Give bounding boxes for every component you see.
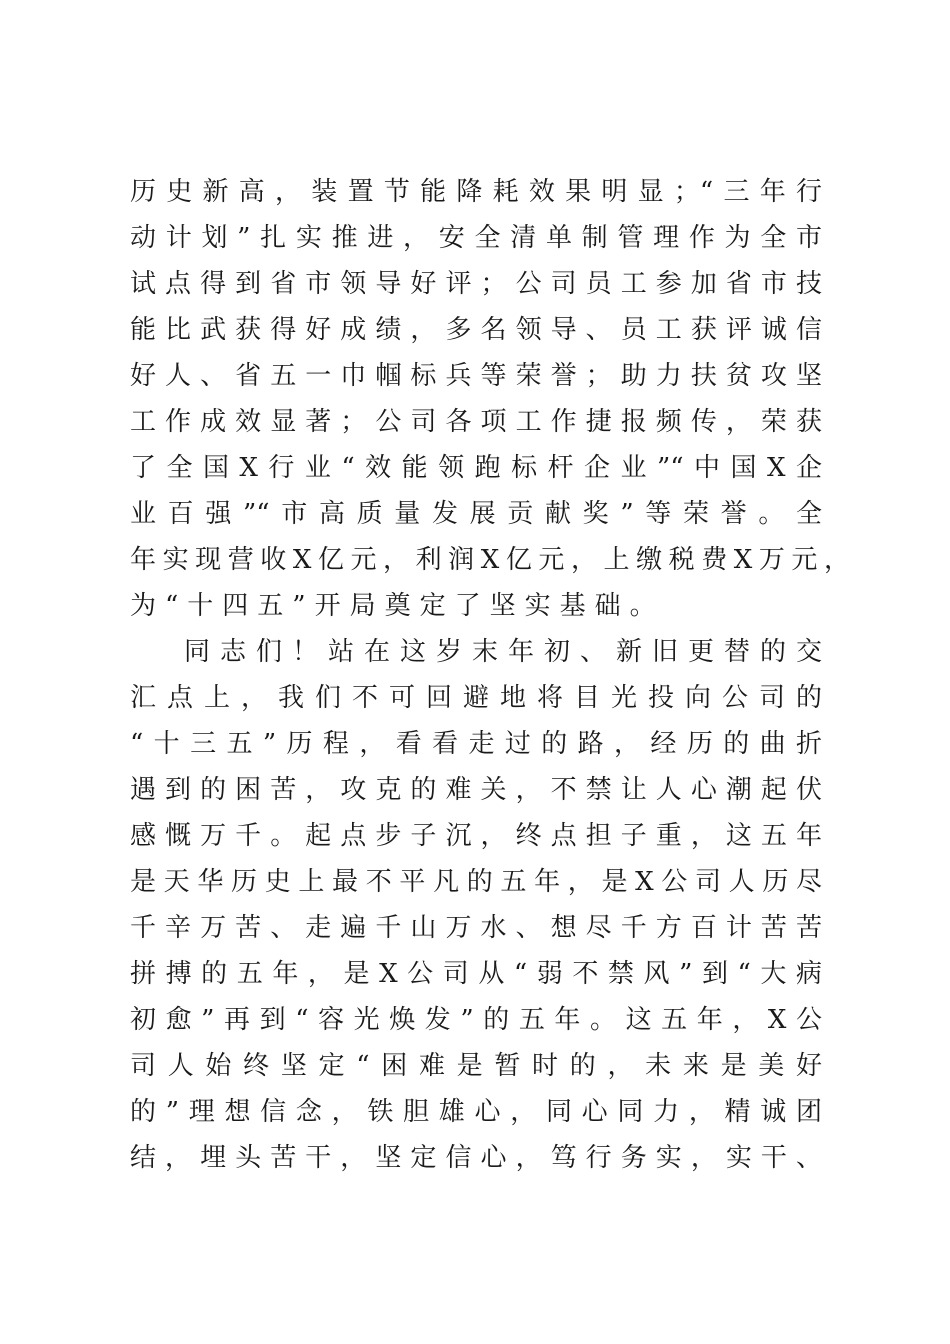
text-line: 能比武获得好成绩，多名领导、员工获评诚信: [130, 315, 822, 345]
text-line: 司人始终坚定“困难是暂时的，未来是美好: [130, 1051, 822, 1081]
text-line: 好人、省五一巾帼标兵等荣誉；助力扶贫攻坚: [130, 361, 822, 391]
text-line: 是天华历史上最不平凡的五年，是X公司人历尽: [130, 867, 822, 897]
text-line: 初愈”再到“容光焕发”的五年。这五年，X公: [130, 1005, 822, 1035]
text-line: 试点得到省市领导好评；公司员工参加省市技: [130, 269, 822, 299]
text-line: 汇点上，我们不可回避地将目光投向公司的: [130, 683, 822, 713]
text-line: 结，埋头苦干，坚定信心，笃行务实，实干、: [130, 1143, 822, 1173]
text-line: 遇到的困苦，攻克的难关，不禁让人心潮起伏: [130, 775, 822, 805]
text-line: 年实现营收X亿元，利润X亿元，上缴税费X万元，: [130, 545, 850, 575]
text-line: 了全国X行业“效能领跑标杆企业”“中国X企: [130, 453, 822, 483]
text-line: 的”理想信念，铁胆雄心，同心同力，精诚团: [130, 1097, 822, 1127]
text-line: 感慨万千。起点步子沉，终点担子重，这五年: [130, 821, 822, 851]
text-line: 工作成效显著；公司各项工作捷报频传，荣获: [130, 407, 822, 437]
text-line: 同志们！站在这岁末年初、新旧更替的交: [184, 637, 822, 667]
text-line: 千辛万苦、走遍千山万水、想尽千方百计苦苦: [130, 913, 822, 943]
text-line: 业百强”“市高质量发展贡献奖”等荣誉。全: [130, 499, 822, 529]
text-line: “十三五”历程，看看走过的路，经历的曲折: [130, 729, 822, 759]
text-line: 历史新高，装置节能降耗效果明显；“三年行: [130, 177, 822, 207]
text-line: 拼搏的五年，是X公司从“弱不禁风”到“大病: [130, 959, 822, 989]
text-line: 为“十四五”开局奠定了坚实基础。: [130, 591, 665, 621]
text-line: 动计划”扎实推进，安全清单制管理作为全市: [130, 223, 822, 253]
